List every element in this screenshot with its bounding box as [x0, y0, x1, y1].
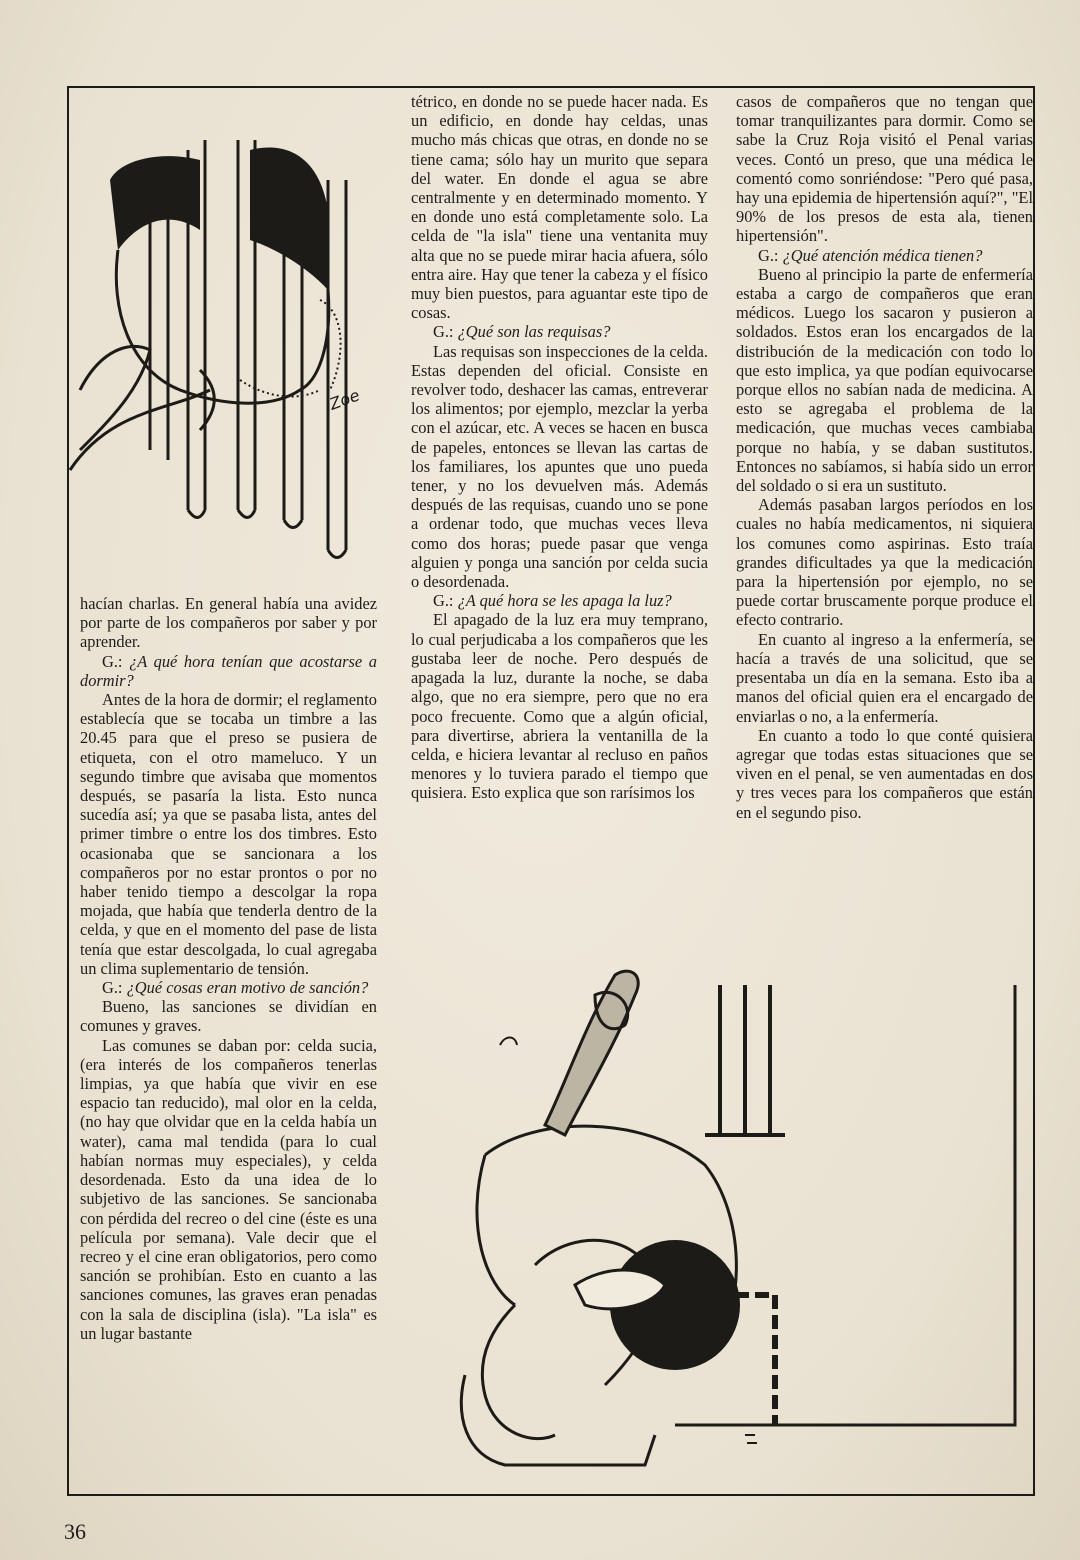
interview-question [80, 652, 377, 690]
page-number: 36 [64, 1519, 86, 1544]
interview-question [411, 591, 708, 610]
question-text: ¿A qué hora tenían que acostarse a dormir? [80, 651, 377, 690]
answer-paragraph: Además pasaban largos períodos en los cuales no había medicamentos, ni siquiera los comunes como aspirinas. Esto traía grandes dificultades ya que la medicación para la hipertensión por ejemplo, no se puede cortar bruscamente porque produce el efecto contrario. [736, 495, 1033, 630]
question-text: ¿Qué cosas eran motivo de sanción? [122, 978, 369, 998]
prisoner-ball-and-chain-drawing [425, 965, 1035, 1495]
answer-paragraph: Las comunes se daban por: celda sucia, (era interés de los compañeros tenerlas limpias, ya que había que vivir en ese espacio tan reducido), mal olor en la celda, (no hay que olvidar que en la celda había un water), cama mal tendida (para lo cual habían normas muy especiales), y celda desordenada. Esto da una idea de lo subjetivo de las sanciones. Se sancionaba con pérdida del recreo o del cine (éste es una película por semana). Vale decir que el recreo y el cine eran obligatorios, pero como sanción se prohibían. Esto en cuanto a las sanciones comunes, las graves eran penadas con la sala de disciplina (isla). "La isla" es un lugar bastante [80, 1035, 377, 1343]
text-column-1 [80, 594, 377, 1343]
interview-question [411, 322, 708, 341]
interviewer-initial: G.: [758, 245, 779, 265]
text-column-3 [736, 92, 1033, 822]
question-text: ¿Qué atención médica tienen? [778, 245, 983, 265]
answer-paragraph: El apagado de la luz era muy temprano, lo cual perjudicaba a los compañeros que les gustaba leer de noche. Pero después de apagada la luz, durante la noche, se daba algo, que no era siempre, pero que no era poco frecuente. Como que a algún oficial, para divertirse, abriera la ventanilla de la celda, e hiciera levantar al recluso en paños menores y lo tuviera parado el tiempo que quisiera. Esto explica que son rarísimos los [411, 610, 708, 803]
continued-paragraph: casos de compañeros que no tengan que tomar tranquilizantes para dormir. Como se sabe la Cruz Roja visitó el Penal varias veces. Contó un preso, que una médica le comentó como sonriéndose: "Pero qué pasa, hay una epidemia de hipertensión aquí?", "El 90% de los presos de esta ala, tienen hipertensión". [736, 92, 1033, 246]
answer-paragraph: Bueno al principio la parte de enfermería estaba a cargo de compañeros que eran médicos. Luego los sacaron y pusieron a soldados. Estos eran los encargados de la distribución de la medicación con todo lo que esto implica, ya que podían equivocarse porque ellos no sabían nada de medicina. A esto se agregaba el problema de la medicación, que muchas veces cambiaba porque no había, y se daban sustitutos. Entonces no sabíamos, si había sido un error del soldado o si era un sustituto. [736, 264, 1033, 496]
interviewer-initial: G.: [102, 651, 123, 671]
answer-paragraph: En cuanto al ingreso a la enfermería, se hacía a través de una solicitud, que se presentaba un día en la semana. Esto iba a manos del oficial quien era el encargado de enviarlas o no, a la enfermería. [736, 629, 1033, 726]
continued-paragraph: tétrico, en donde no se puede hacer nada. Es un edificio, en donde hay celdas, unas mucho más chicas que otras, en donde no se tiene cama; sólo hay un murito que separa del water. En donde el agua se abre centralmente y en determinado momento. Y en donde uno está completamente solo. La celda de "la isla" tiene una ventanita muy alta que no se puede mirar hacia afuera, sólo entra aire. Hay que tener la cabeza y el físico muy bien puestos, para aguantar este tipo de cosas. [411, 92, 708, 323]
frame-left-rule [67, 86, 69, 1496]
interviewer-initial: G.: [102, 978, 123, 998]
answer-paragraph: Bueno, las sanciones se dividían en comunes y graves. [80, 997, 377, 1036]
answer-paragraph: Las requisas son inspecciones de la celda. Estas dependen del oficial. Consiste en revolver todo, deshacer las camas, entreverar los alimentos; por ejemplo, mezclar la yerba con el azúcar, etc. A veces se hacen en busca de papeles, entonces se llevan las cartas de los familiares, los apuntes que uno pueda tener, y no los devuelven más. Además después de las requisas, cuando uno se pone a ordenar todo, que muchas veces lleva como dos horas; puede pasar que venga alguien y ponga una sanción por celda sucia o desordenada. [411, 341, 708, 592]
frame-top-rule [67, 86, 1035, 88]
continued-paragraph: hacían charlas. En general había una avidez por parte de los compañeros por saber y por aprender. [80, 594, 377, 652]
text-column-2 [411, 92, 708, 803]
interviewer-initial: G.: [433, 591, 454, 611]
svg-text:Zoe: Zoe [326, 385, 363, 414]
prisoner-behind-bars-drawing [70, 90, 390, 590]
answer-paragraph: En cuanto a todo lo que conté quisiera agregar que todas estas situaciones que se viven en el penal, se ven aumentadas en dos y tres veces para los compañeros que están en el segundo piso. [736, 725, 1033, 822]
interviewer-initial: G.: [433, 322, 454, 342]
question-text: ¿A qué hora se les apaga la luz? [453, 591, 672, 611]
interview-question [736, 246, 1033, 265]
question-text: ¿Qué son las requisas? [453, 322, 611, 342]
interview-question [80, 978, 377, 997]
answer-paragraph: Antes de la hora de dormir; el reglamento establecía que se tocaba un timbre a las 20.45 para que el preso se pusiera de etiqueta, con el otro mameluco. Y un segundo timbre que avisaba que momentos después, se pasaría la lista. Esto nunca sucedía así; ya que se pasaba lista, antes del primer timbre o entre los dos timbres. Esto ocasionaba que se sancionara a los compañeros por no estar prontos o por no haber tenido tiempo a descolgar la ropa mojada, que había que tenderla dentro de la celda, y que en el momento del pase de lista tenía que estar descolgada, lo cual agregaba un clima suplementario de tensión. [80, 690, 377, 978]
